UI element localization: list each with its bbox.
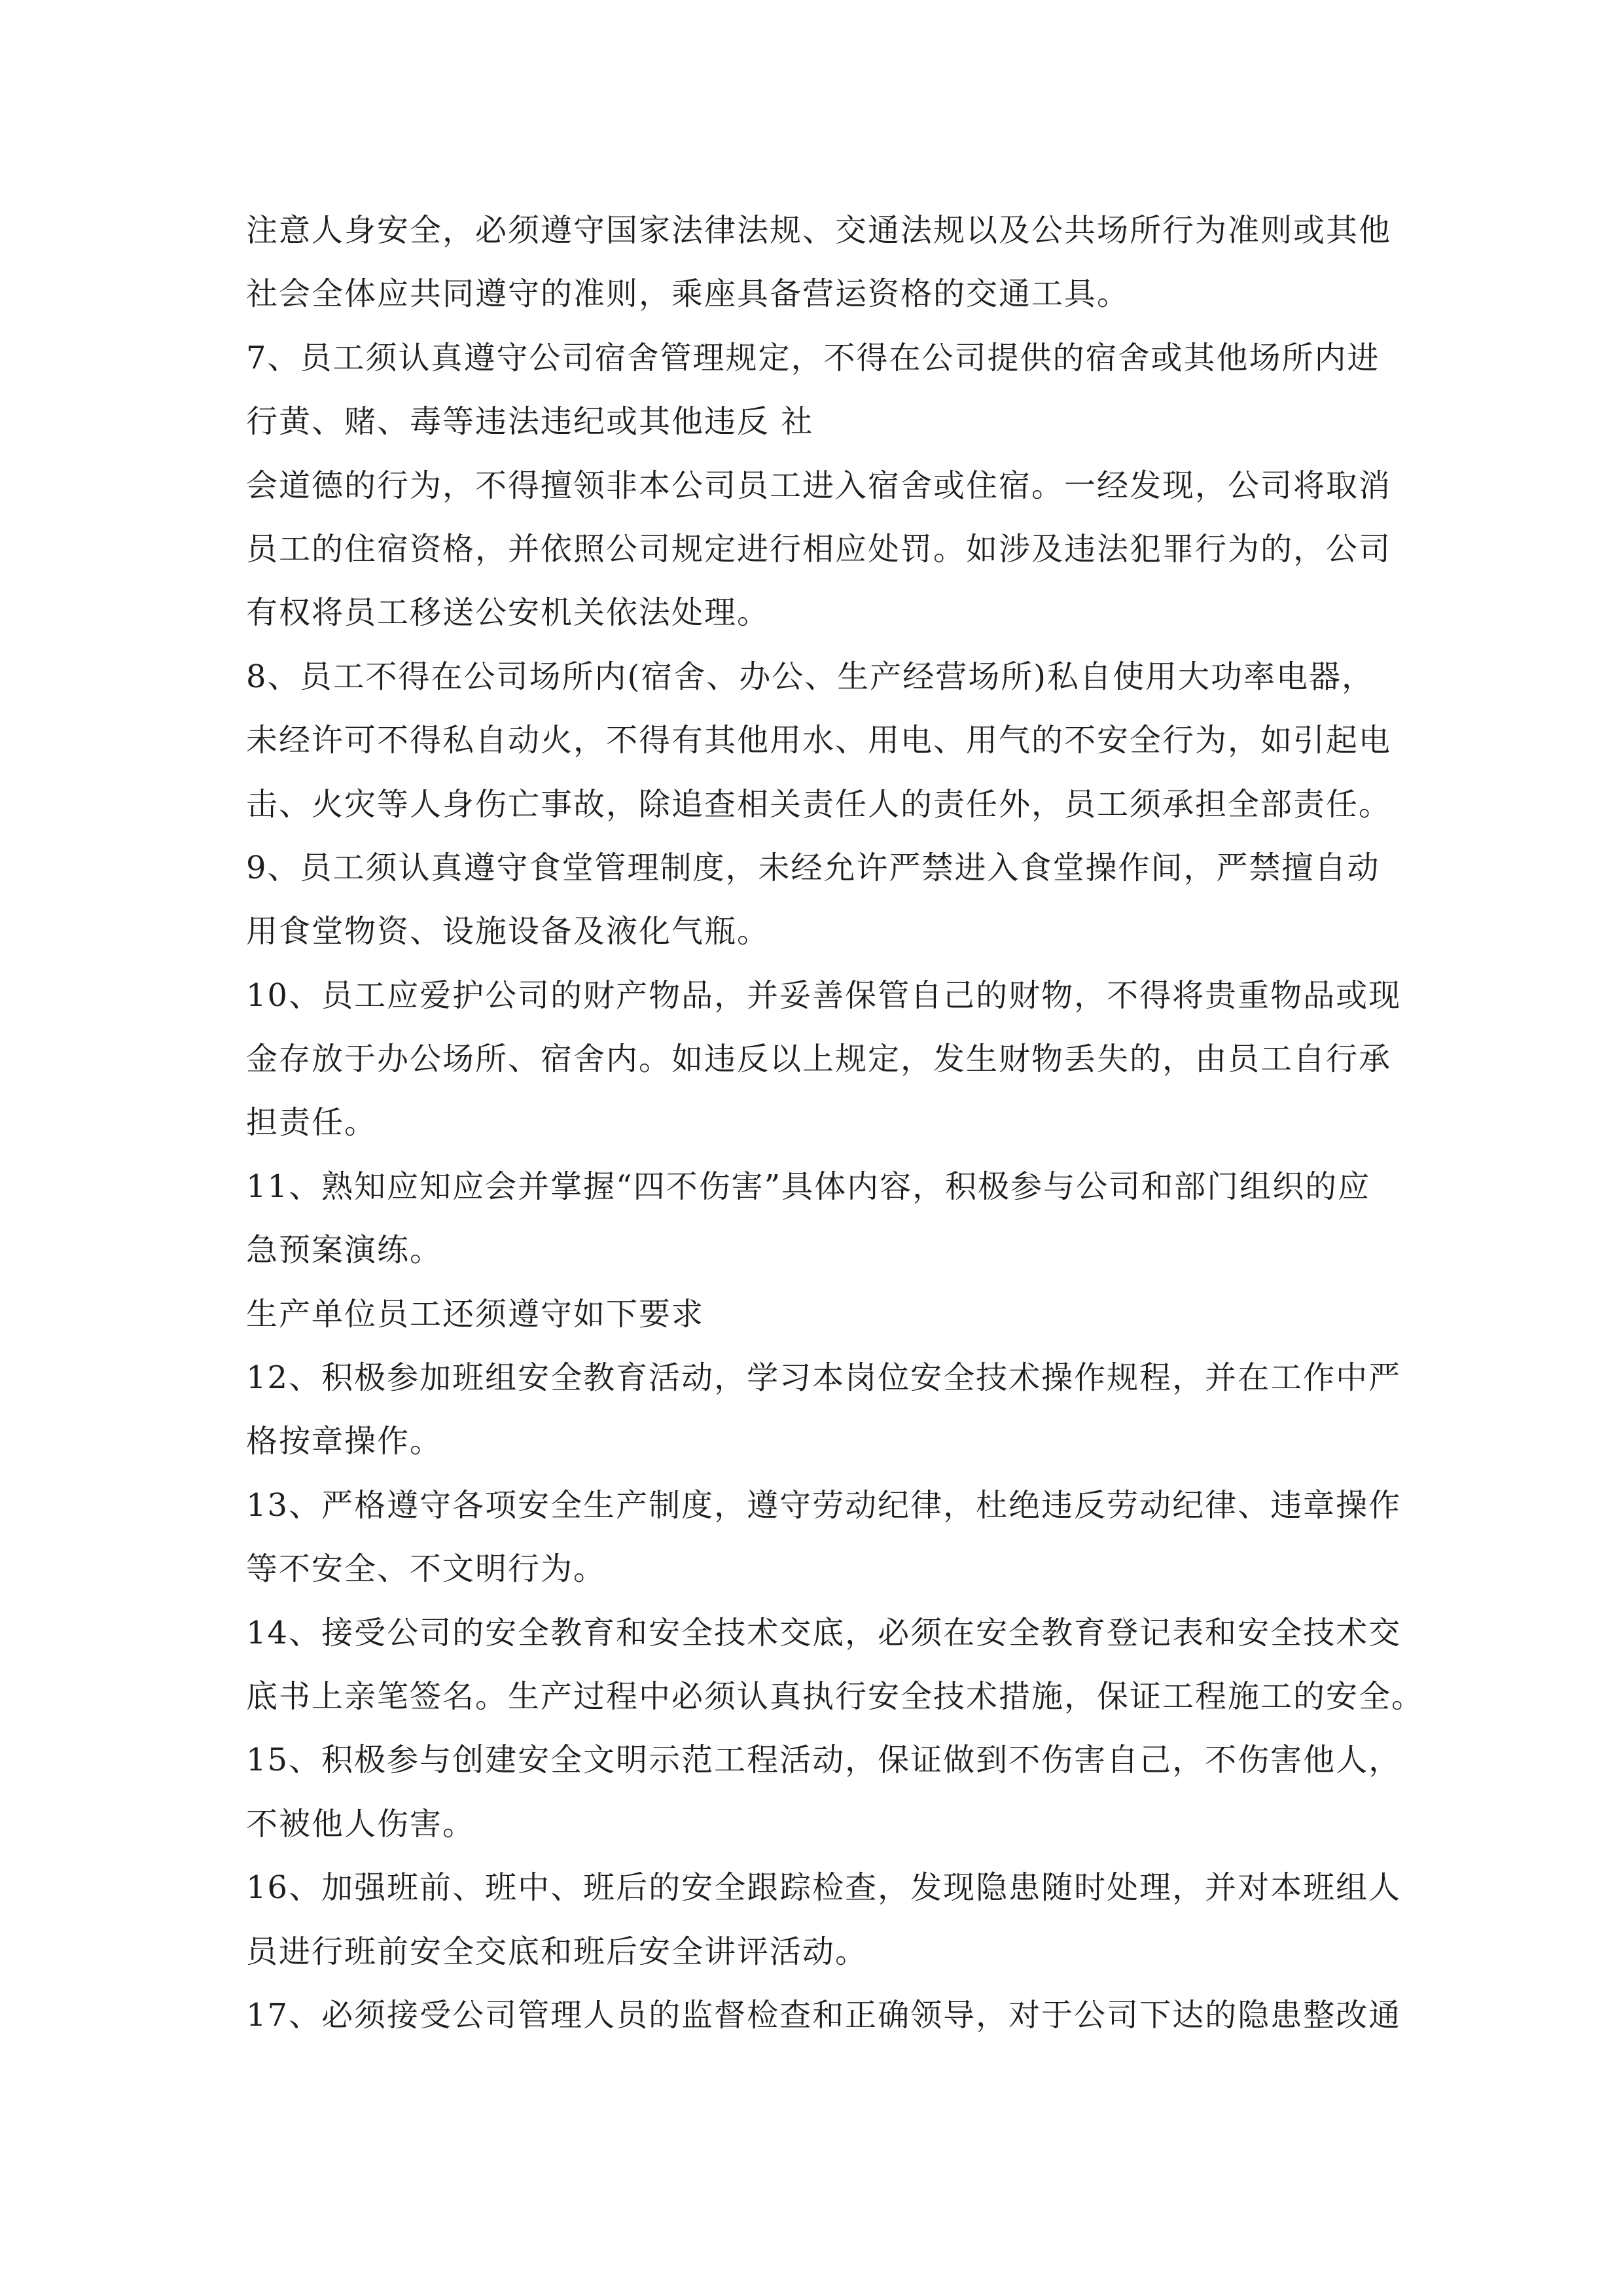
- text-line: 用食堂物资、设施设备及液化气瓶。: [246, 913, 770, 950]
- document-body: [246, 199, 1425, 2047]
- text-line: 未经许可不得私自动火，不得有其他用水、用电、用气的不安全行为，如引起电: [246, 722, 1392, 759]
- text-line: 员进行班前安全交底和班后安全讲评活动。: [246, 1933, 868, 1970]
- text-line: 7、员工须认真遵守公司宿舍管理规定，不得在公司提供的宿舍或其他场所内进: [246, 339, 1380, 376]
- text-line: 击、火灾等人身伤亡事故，除追查相关责任人的责任外，员工须承担全部责任。: [246, 785, 1392, 823]
- text-line: 13、严格遵守各项安全生产制度，遵守劳动纪律，杜绝违反劳动纪律、违章操作: [246, 1486, 1402, 1524]
- text-line: 不被他人伤害。: [246, 1805, 476, 1842]
- text-line: 16、加强班前、班中、班后的安全跟踪检查，发现隐患随时处理，并对本班组人: [246, 1869, 1402, 1907]
- text-line: 9、员工须认真遵守食堂管理制度，未经允许严禁进入食堂操作间，严禁擅自动: [246, 849, 1380, 886]
- text-line: 8、员工不得在公司场所内(宿舍、办公、生产经营场所)私自使用大功率电器，: [246, 658, 1374, 695]
- text-line: 14、接受公司的安全教育和安全技术交底，必须在安全教育登记表和安全技术交: [246, 1614, 1402, 1651]
- text-line: 员工的住宿资格，并依照公司规定进行相应处罚。如涉及违法犯罪行为的，公司: [246, 530, 1392, 567]
- text-line: 会道德的行为，不得擅领非本公司员工进入宿舍或住宿。一经发现，公司将取消: [246, 467, 1392, 504]
- text-line: 注意人身安全，必须遵守国家法律法规、交通法规以及公共场所行为准则或其他: [246, 212, 1392, 249]
- text-line: 15、积极参与创建安全文明示范工程活动，保证做到不伤害自己，不伤害他人，: [246, 1742, 1402, 1779]
- text-line: 担责任。: [246, 1104, 378, 1141]
- text-line: 格按章操作。: [246, 1423, 443, 1460]
- text-line: 10、员工应爱护公司的财产物品，并妥善保管自己的财物，不得将贵重物品或现: [246, 977, 1402, 1014]
- text-line: 有权将员工移送公安机关依法处理。: [246, 594, 770, 632]
- text-line: 17、必须接受公司管理人员的监督检查和正确领导，对于公司下达的隐患整改通: [246, 1996, 1402, 2034]
- text-line: 金存放于办公场所、宿舍内。如违反以上规定，发生财物丢失的，由员工自行承: [246, 1041, 1392, 1078]
- text-line: 行黄、赌、毒等违法违纪或其他违反 社: [246, 403, 814, 440]
- text-line: 社会全体应共同遵守的准则，乘座具备营运资格的交通工具。: [246, 276, 1130, 313]
- section-heading: 生产单位员工还须遵守如下要求: [246, 1295, 705, 1333]
- text-line: 底书上亲笔签名。生产过程中必须认真执行安全技术措施，保证工程施工的安全。: [246, 1677, 1425, 1715]
- text-line: 等不安全、不文明行为。: [246, 1551, 607, 1588]
- text-line: 12、积极参加班组安全教育活动，学习本岗位安全技术操作规程，并在工作中严: [246, 1359, 1402, 1397]
- text-line: 急预案演练。: [246, 1232, 443, 1269]
- text-line: 11、熟知应知应会并掌握“四不伤害”具体内容，积极参与公司和部门组织的应: [246, 1168, 1371, 1205]
